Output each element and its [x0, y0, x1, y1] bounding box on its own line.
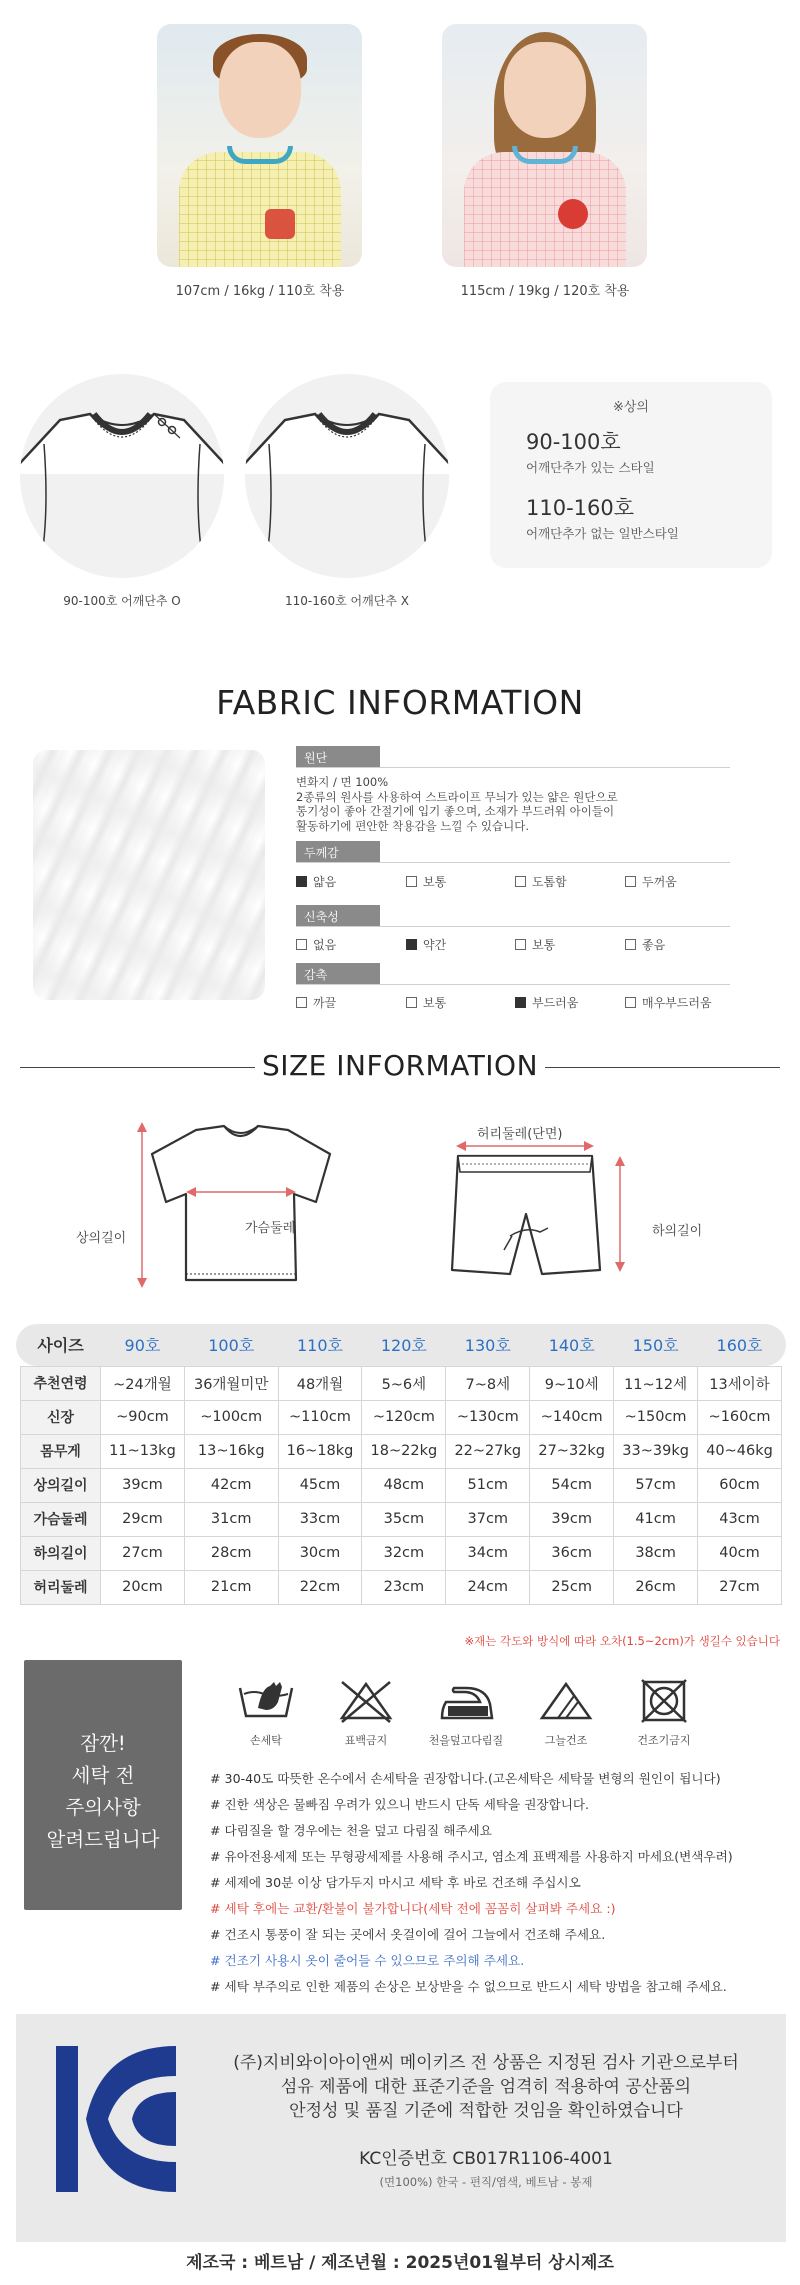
care-instruction: # 다림질을 할 경우에는 천을 덮고 다림질 해주세요 — [210, 1823, 492, 1838]
table-cell: 13~16kg — [184, 1434, 278, 1468]
table-row — [21, 1366, 782, 1400]
table-cell: ~90cm — [101, 1400, 185, 1434]
care-panel-line: 주의사항 — [65, 1796, 141, 1819]
table-cell: 11~13kg — [101, 1434, 185, 1468]
size-col-header: 120호 — [380, 1336, 427, 1356]
table-cell: 54cm — [530, 1468, 614, 1502]
checkbox-icon — [625, 876, 636, 887]
fabric-desc-line: 2종류의 원사를 사용하여 스트라이프 무늬가 있는 얇은 원단으로 — [296, 789, 618, 804]
divider — [296, 984, 730, 985]
thickness-option-1: 얇음 — [296, 873, 336, 890]
fabric-material-description — [296, 775, 736, 833]
checkbox-icon — [515, 939, 526, 950]
table-row — [21, 1570, 782, 1604]
table-cell: 35cm — [362, 1502, 446, 1536]
table-cell: ~100cm — [184, 1400, 278, 1434]
model-photo-girl — [442, 24, 647, 267]
table-cell: 60cm — [698, 1468, 782, 1502]
texture-option-4: 매우부드러움 — [625, 994, 712, 1011]
size-header-row — [21, 1324, 782, 1366]
fabric-title: FABRIC INFORMATION — [216, 683, 584, 722]
shade-dry-icon: 그늘건조 — [526, 1678, 606, 1748]
table-cell: 33cm — [278, 1502, 362, 1536]
iron-with-cloth-icon: 천을덮고다림질 — [426, 1678, 506, 1748]
table-cell: ~120cm — [362, 1400, 446, 1434]
divider — [296, 926, 730, 927]
neck-caption-2: 110-160호 어깨단추 X — [285, 594, 409, 608]
table-cell: 40~46kg — [698, 1434, 782, 1468]
kc-statement-line: (주)지비와이아이앤씨 메이키즈 전 상품은 지정된 검사 기관으로부터 — [233, 2053, 739, 2073]
table-cell: 51cm — [446, 1468, 530, 1502]
top-info-heading: ※상의 — [612, 400, 649, 415]
shirt-yellow-check — [179, 152, 341, 267]
table-row — [21, 1434, 782, 1468]
kc-certification-box — [16, 2014, 786, 2242]
texture-option-1: 까끌 — [296, 994, 336, 1011]
thickness-option-3: 도톰함 — [515, 873, 567, 890]
table-cell: 22cm — [278, 1570, 362, 1604]
apple-patch — [558, 199, 588, 229]
table-cell: ~160cm — [698, 1400, 782, 1434]
table-cell: 13세이하 — [698, 1366, 782, 1400]
checkbox-icon — [406, 876, 417, 887]
checkbox-checked-icon — [296, 876, 307, 887]
kc-origin-note: (면100%) 한국 - 편직/염색, 베트남 - 봉제 — [379, 2175, 593, 2189]
thickness-option-2: 보통 — [406, 873, 446, 890]
table-cell: 9~10세 — [530, 1366, 614, 1400]
care-instruction: # 세탁 부주의로 인한 제품의 손상은 보상받을 수 없으므로 반드시 세탁 방법을 참고해 주세요. — [210, 1979, 727, 1994]
kc-statement-line: 섬유 제품에 대한 표준기준을 엄격히 적용하여 공산품의 — [280, 2077, 692, 2097]
shirt-collar — [227, 146, 293, 164]
shirt-collar — [512, 146, 578, 164]
size-col-header: 130호 — [464, 1336, 511, 1356]
care-instruction: # 진한 색상은 물빠짐 우려가 있으니 반드시 단독 세탁을 권장합니다. — [210, 1797, 590, 1812]
model-caption-1: 107cm / 16kg / 110호 착용 — [175, 284, 345, 299]
table-cell: 41cm — [614, 1502, 698, 1536]
no-tumble-dry-icon: 건조기금지 — [624, 1678, 704, 1748]
size-col-header: 90호 — [124, 1336, 161, 1356]
table-cell: 31cm — [184, 1502, 278, 1536]
table-cell: 25cm — [530, 1570, 614, 1604]
shirt-pink-check — [464, 152, 626, 267]
table-cell: 26cm — [614, 1570, 698, 1604]
table-cell: ~130cm — [446, 1400, 530, 1434]
row-label: 하의길이 — [21, 1536, 101, 1570]
kc-statement-line: 안정성 및 품질 기준에 적합한 것임을 확인하였습니다 — [289, 2101, 683, 2121]
top-info-desc-1: 어깨단추가 있는 스타일 — [526, 460, 655, 475]
table-row — [21, 1468, 782, 1502]
checkbox-icon — [515, 876, 526, 887]
neck-without-shoulder-button — [245, 374, 449, 578]
table-cell: 23cm — [362, 1570, 446, 1604]
table-cell: 38cm — [614, 1536, 698, 1570]
table-cell: 27cm — [101, 1536, 185, 1570]
size-table — [20, 1324, 782, 1605]
top-info-desc-2: 어깨단추가 없는 일반스타일 — [526, 526, 679, 541]
checkbox-icon — [625, 997, 636, 1008]
divider — [296, 767, 730, 768]
table-cell: 57cm — [614, 1468, 698, 1502]
kc-cert-number: KC인증번호 CB017R1106-4001 — [359, 2149, 613, 2169]
row-label: 몸무게 — [21, 1434, 101, 1468]
size-col-header: 150호 — [632, 1336, 679, 1356]
texture-option-2: 보통 — [406, 994, 446, 1011]
table-cell: 36cm — [530, 1536, 614, 1570]
row-label: 상의길이 — [21, 1468, 101, 1502]
checkbox-icon — [406, 997, 417, 1008]
table-cell: 39cm — [530, 1502, 614, 1536]
neck-caption-1: 90-100호 어깨단추 O — [63, 594, 181, 608]
top-length-label: 상의길이 — [76, 1231, 127, 1246]
elasticity-label: 신축성 — [296, 905, 380, 926]
table-cell: 34cm — [446, 1536, 530, 1570]
care-panel-line: 세탁 전 — [71, 1764, 135, 1787]
care-instruction-notice: # 건조기 사용시 옷이 줄어들 수 있으므로 주의해 주세요. — [210, 1953, 525, 1968]
table-cell: 43cm — [698, 1502, 782, 1536]
care-instruction: # 30-40도 따뜻한 온수에서 손세탁을 권장합니다.(고온세탁은 세탁물 변형의 원인이 됩니다) — [210, 1771, 721, 1786]
table-cell: 16~18kg — [278, 1434, 362, 1468]
care-panel-line: 알려드립니다 — [46, 1828, 160, 1851]
table-cell: 45cm — [278, 1468, 362, 1502]
hand-wash-icon: 손세탁 — [226, 1678, 306, 1748]
table-cell: 32cm — [362, 1536, 446, 1570]
fabric-material-label: 원단 — [296, 746, 380, 767]
bottom-length-label: 하의길이 — [652, 1224, 703, 1239]
chest-label: 가슴둘레 — [245, 1221, 296, 1236]
table-cell: 42cm — [184, 1468, 278, 1502]
neck-with-shoulder-button — [20, 374, 224, 578]
no-bleach-icon: 표백금지 — [326, 1678, 406, 1748]
kc-logo-icon — [52, 2034, 180, 2204]
top-style-info — [490, 382, 772, 568]
top-info-size-1: 90-100호 — [526, 430, 621, 454]
table-cell: 24cm — [446, 1570, 530, 1604]
manufacture-info: 제조국 : 베트남 / 제조년월 : 2025년01월부터 상시제조 — [186, 2253, 614, 2273]
table-cell: 48cm — [362, 1468, 446, 1502]
row-label: 허리둘레 — [21, 1570, 101, 1604]
care-instruction: # 건조시 통풍이 잘 되는 곳에서 옷걸이에 걸어 그늘에서 건조해 주세요. — [210, 1927, 606, 1942]
model-caption-2: 115cm / 19kg / 120호 착용 — [460, 284, 630, 299]
face — [504, 42, 586, 138]
table-cell: 37cm — [446, 1502, 530, 1536]
size-header-label: 사이즈 — [37, 1336, 84, 1356]
checkbox-icon — [625, 939, 636, 950]
table-row — [21, 1502, 782, 1536]
table-cell: ~150cm — [614, 1400, 698, 1434]
table-cell: 48개월 — [278, 1366, 362, 1400]
checkbox-checked-icon — [406, 939, 417, 950]
table-cell: 7~8세 — [446, 1366, 530, 1400]
row-label: 추천연령 — [21, 1366, 101, 1400]
thickness-option-4: 두꺼움 — [625, 873, 677, 890]
elasticity-option-1: 없음 — [296, 936, 336, 953]
table-cell: 28cm — [184, 1536, 278, 1570]
elasticity-option-4: 좋음 — [625, 936, 665, 953]
size-col-header: 110호 — [296, 1336, 343, 1356]
waist-label: 허리둘레(단면) — [477, 1127, 563, 1142]
care-panel-line: 잠깐! — [80, 1732, 126, 1755]
shorts-diagram — [452, 1141, 625, 1274]
table-cell: 29cm — [101, 1502, 185, 1536]
table-cell: 36개월미만 — [184, 1366, 278, 1400]
divider — [545, 1067, 780, 1068]
fabric-photo — [33, 750, 265, 1000]
size-title: SIZE INFORMATION — [261, 1049, 539, 1082]
fabric-desc-line: 변화지 / 면 100% — [296, 775, 389, 789]
table-row — [21, 1536, 782, 1570]
divider — [296, 862, 730, 863]
table-cell: 18~22kg — [362, 1434, 446, 1468]
table-cell: 27cm — [698, 1570, 782, 1604]
table-cell: 33~39kg — [614, 1434, 698, 1468]
table-cell: 11~12세 — [614, 1366, 698, 1400]
face — [219, 42, 301, 138]
texture-option-3: 부드러움 — [515, 994, 578, 1011]
table-cell: ~24개월 — [101, 1366, 185, 1400]
care-instruction: # 유아전용세제 또는 무형광세제를 사용해 주시고, 염소계 표백제를 사용하지 마세요(변색우려) — [210, 1849, 733, 1864]
table-cell: 40cm — [698, 1536, 782, 1570]
size-col-header: 140호 — [548, 1336, 595, 1356]
table-cell: ~140cm — [530, 1400, 614, 1434]
table-cell: ~110cm — [278, 1400, 362, 1434]
checkbox-icon — [296, 939, 307, 950]
checkbox-checked-icon — [515, 997, 526, 1008]
table-cell: 39cm — [101, 1468, 185, 1502]
fabric-desc-line: 통기성이 좋아 간절기에 입기 좋으며, 소재가 부드러워 아이들이 — [296, 804, 615, 818]
size-col-header: 160호 — [716, 1336, 763, 1356]
shirt-patch — [265, 209, 295, 239]
fabric-desc-line: 활동하기에 편안한 착용감을 느낄 수 있습니다. — [296, 818, 530, 833]
table-cell: 21cm — [184, 1570, 278, 1604]
table-cell: 22~27kg — [446, 1434, 530, 1468]
elasticity-option-2: 약간 — [406, 936, 446, 953]
row-label: 신장 — [21, 1400, 101, 1434]
measurement-note: ※재는 각도와 방식에 따라 오차(1.5~2cm)가 생길수 있습니다 — [464, 1634, 780, 1648]
elasticity-option-3: 보통 — [515, 936, 555, 953]
model-photo-boy — [157, 24, 362, 267]
table-cell: 5~6세 — [362, 1366, 446, 1400]
top-info-size-2: 110-160호 — [526, 496, 635, 520]
row-label: 가슴둘레 — [21, 1502, 101, 1536]
table-cell: 20cm — [101, 1570, 185, 1604]
table-cell: 27~32kg — [530, 1434, 614, 1468]
size-diagram — [0, 1110, 800, 1314]
checkbox-icon — [296, 997, 307, 1008]
table-row — [21, 1400, 782, 1434]
shirt-diagram — [137, 1122, 330, 1288]
care-instruction: # 세제에 30분 이상 담가두지 마시고 세탁 후 바로 건조해 주십시오 — [210, 1875, 581, 1890]
care-warning-panel — [24, 1660, 182, 1910]
care-instruction-warning: # 세탁 후에는 교환/환불이 불가합니다(세탁 전에 꼼꼼히 살펴봐 주세요 :) — [210, 1901, 616, 1916]
texture-label: 감촉 — [296, 963, 380, 984]
size-col-header: 100호 — [208, 1336, 255, 1356]
table-cell: 30cm — [278, 1536, 362, 1570]
thickness-label: 두께감 — [296, 841, 380, 862]
